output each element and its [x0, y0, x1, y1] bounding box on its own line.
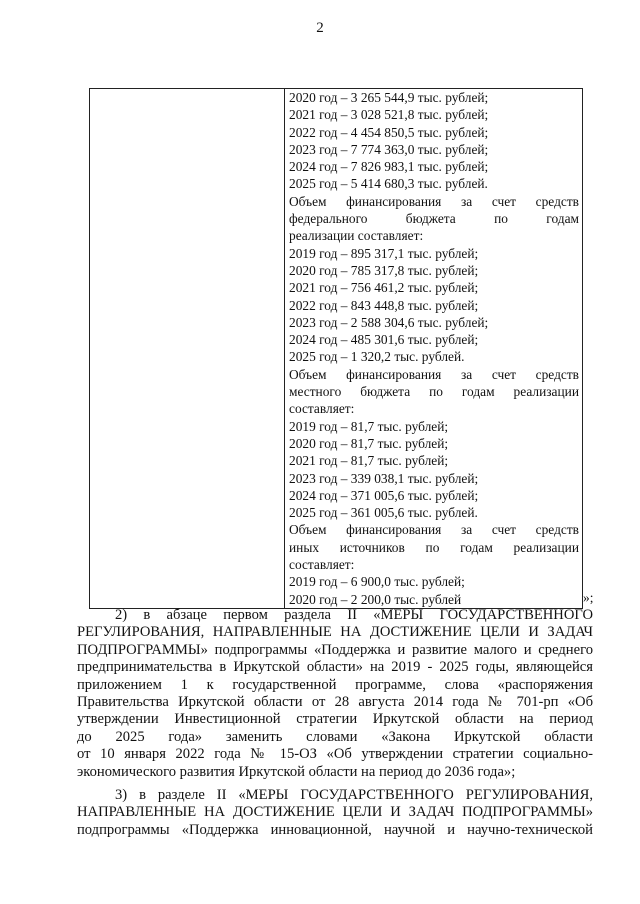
table-line: 2020 год – 2 200,0 тыс. рублей [289, 591, 462, 607]
table-line: 2019 год – 81,7 тыс. рублей; [289, 418, 449, 434]
table-line: 2021 год – 3 028 521,8 тыс. рублей; [289, 107, 489, 123]
table-line: 2020 год – 785 317,8 тыс. рублей; [289, 262, 479, 278]
paragraph-2-line: 2) в абзаце первом раздела II «МЕРЫ ГОСУДАРСТВЕННОГО [115, 607, 593, 623]
table-line: иных источников по годам реализации [289, 539, 579, 555]
table-line: 2022 год – 4 454 850,5 тыс. рублей; [289, 124, 489, 140]
table-row [90, 89, 583, 609]
table-line: местного бюджета по годам реализации [289, 384, 579, 400]
table-line: 2020 год – 3 265 544,9 тыс. рублей; [289, 90, 489, 105]
paragraph-3-line: 3) в разделе II «МЕРЫ ГОСУДАРСТВЕННОГО РЕГУЛИРОВАНИЯ, [115, 787, 593, 804]
paragraph-2-line: ПОДПРОГРАММЫ» подпрограммы «Поддержка и развитие малого и среднего [77, 641, 593, 658]
paragraph-2-line: Правительства Иркутской области от 28 августа 2014 года № 701-рп «Об [77, 694, 593, 711]
table-right-cell [285, 89, 583, 609]
table-line: 2023 год – 339 038,1 тыс. рублей; [289, 470, 479, 486]
paragraph-2-line: до 2025 года» заменить словами «Закона Иркутской области [77, 728, 593, 745]
table-line: 2023 год – 2 588 304,6 тыс. рублей; [289, 314, 489, 330]
table-line: 2024 год – 371 005,6 тыс. рублей; [289, 487, 479, 503]
table-line: 2021 год – 756 461,2 тыс. рублей; [289, 280, 479, 296]
body-text [77, 607, 593, 839]
table-line: 2025 год – 361 005,6 тыс. рублей. [289, 505, 478, 521]
paragraph-3-line: НАПРАВЛЕННЫЕ НА ДОСТИЖЕНИЕ ЦЕЛИ И ЗАДАЧ ПОДПРОГРАММЫ» [77, 804, 593, 821]
table-line: Объем финансирования за счет средств [289, 522, 579, 538]
table-line: реализации составляет: [289, 228, 424, 244]
paragraph-2-line: приложением 1 к государственной программе, слова «распоряжения [77, 676, 593, 693]
table-line: 2021 год – 81,7 тыс. рублей; [289, 453, 449, 469]
table-line: 2025 год – 5 414 680,3 тыс. рублей. [289, 176, 488, 192]
table-line: Объем финансирования за счет средств [289, 193, 579, 209]
paragraph-2-line: РЕГУЛИРОВАНИЯ, НАПРАВЛЕННЫЕ НА ДОСТИЖЕНИЕ ЦЕЛИ И ЗАДАЧ [77, 624, 593, 641]
table-line: федерального бюджета по годам [289, 211, 579, 227]
table-line: 2020 год – 81,7 тыс. рублей; [289, 435, 449, 451]
closing-quote-mark: »; [583, 590, 594, 605]
table-line: 2022 год – 843 448,8 тыс. рублей; [289, 297, 479, 313]
paragraph-2-line: утверждении Инвестиционной стратегии Иркутской области на период [77, 711, 593, 728]
table-line: 2025 год – 1 320,2 тыс. рублей. [289, 349, 465, 365]
table-line: 2019 год – 6 900,0 тыс. рублей; [289, 574, 465, 590]
table-line: 2023 год – 7 774 363,0 тыс. рублей; [289, 141, 489, 157]
table-line: составляет: [289, 401, 355, 417]
table-line: Объем финансирования за счет средств [289, 366, 579, 382]
page-number: 2 [316, 20, 324, 36]
paragraph-3-line: подпрограммы «Поддержка инновационной, научной и научно-технической [77, 821, 593, 838]
table-left-cell [90, 89, 285, 609]
table-line: составляет: [289, 557, 355, 573]
paragraph-2-line: предпринимательства в Иркутской области» на 2019 - 2025 годы, являющейся [77, 659, 593, 676]
paragraph-2-line: от 10 января 2022 года № 15-ОЗ «Об утверждении стратегии социально- [77, 746, 593, 763]
financing-table [89, 88, 583, 609]
table-line: 2024 год – 485 301,6 тыс. рублей; [289, 332, 479, 348]
table-line: 2019 год – 895 317,1 тыс. рублей; [289, 245, 479, 261]
paragraph-2-line: экономического развития Иркутской области на период до 2036 года»; [77, 763, 516, 780]
table-line: 2024 год – 7 826 983,1 тыс. рублей; [289, 159, 489, 175]
